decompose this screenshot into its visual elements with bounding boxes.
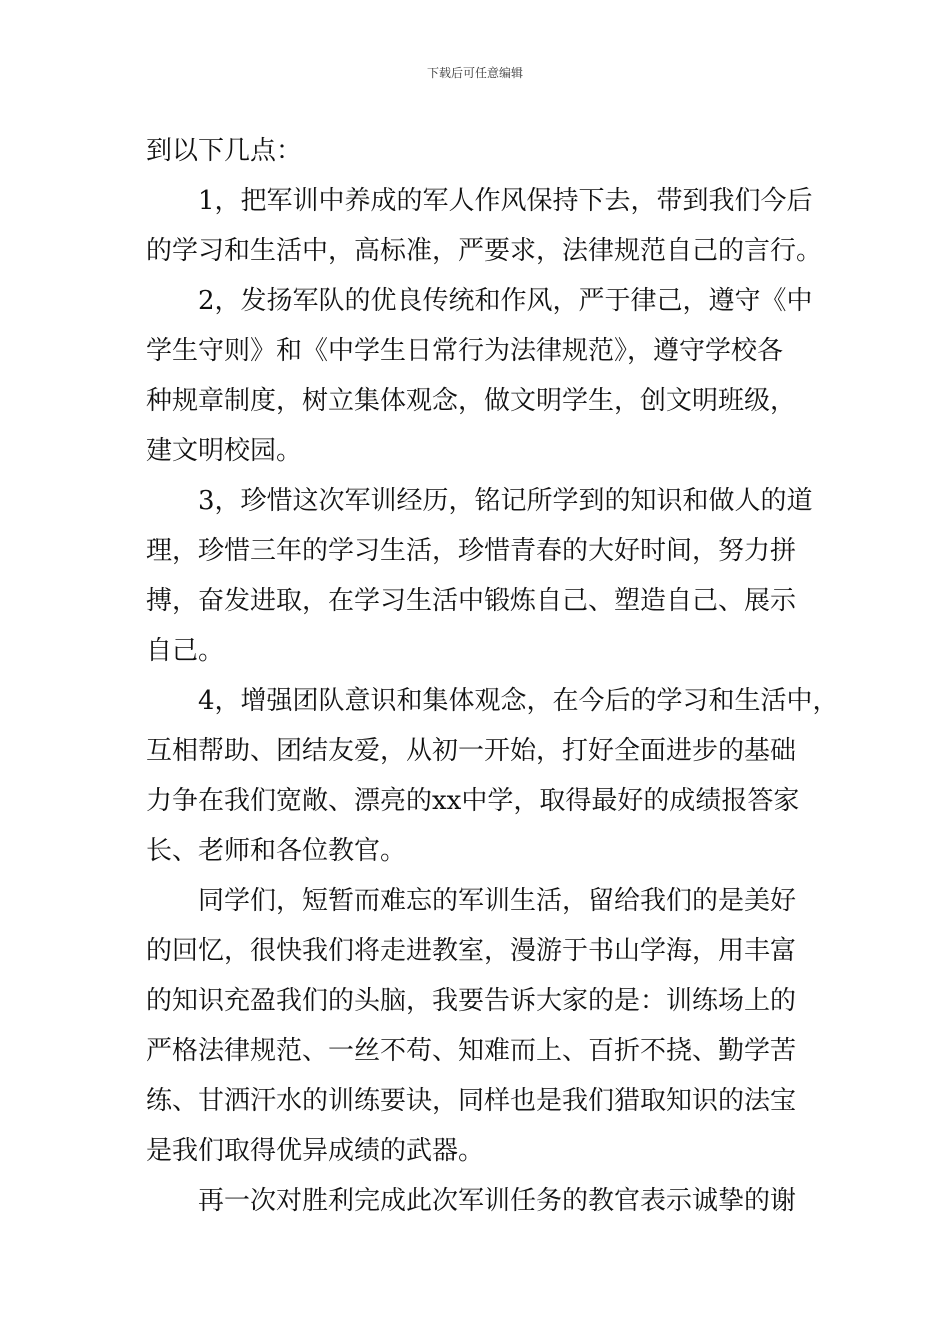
text-line: 的学习和生活中，高标准，严要求，法律规范自己的言行。 [146,236,823,266]
page-header: 下载后可任意编辑 [426,66,523,80]
paragraph-point-2 [146,276,826,476]
text-line: 到以下几点： [146,136,303,166]
text-line: 互相帮助、团结友爱，从初一开始，打好全面进步的基础 [146,736,797,766]
paragraph-point-1 [146,176,826,276]
paragraph-point-3 [146,476,826,676]
text-line: 再一次对胜利完成此次军训任务的教官表示诚挚的谢 [198,1186,797,1216]
text-line: 3，珍惜这次军训经历，铭记所学到的知识和做人的道 [198,486,813,516]
text-line: 搏，奋发进取，在学习生活中锻炼自己、塑造自己、展示 [146,586,797,616]
paragraph-point-4 [146,676,839,876]
text-line: 的回忆，很快我们将走进教室，漫游于书山学海，用丰富 [146,936,797,966]
text-line: 力争在我们宽敞、漂亮的xx中学，取得最好的成绩报答家 [146,786,800,816]
text-line: 学生守则》和《中学生日常行为法律规范》，遵守学校各 [146,336,784,366]
text-line: 长、老师和各位教官。 [146,836,407,866]
text-line: 4，增强团队意识和集体观念，在今后的学习和生活中， [198,686,839,716]
text-line: 种规章制度，树立集体观念，做文明学生，创文明班级， [146,386,797,416]
text-line: 2，发扬军队的优良传统和作风，严于律己，遵守《中 [198,286,813,316]
text-line: 练、甘洒汗水的训练要诀，同样也是我们猎取知识的法宝 [146,1086,797,1116]
text-line: 的知识充盈我们的头脑，我要告诉大家的是：训练场上的 [146,986,797,1016]
text-line: 理，珍惜三年的学习生活，珍惜青春的大好时间，努力拼 [146,536,797,566]
text-line: 是我们取得优异成绩的武器。 [146,1136,485,1166]
text-line: 同学们，短暂而难忘的军训生活，留给我们的是美好 [198,886,797,916]
text-line: 自己。 [146,636,225,666]
text-line: 1，把军训中养成的军人作风保持下去，带到我们今后 [198,186,813,216]
text-line: 严格法律规范、一丝不苟、知难而上、百折不挠、勤学苦 [146,1036,797,1066]
paragraph-thanks [146,1176,826,1226]
paragraph-intro [146,126,826,176]
text-line: 建文明校园。 [146,436,303,466]
document-body [146,126,839,1226]
paragraph-classmates [146,876,826,1176]
